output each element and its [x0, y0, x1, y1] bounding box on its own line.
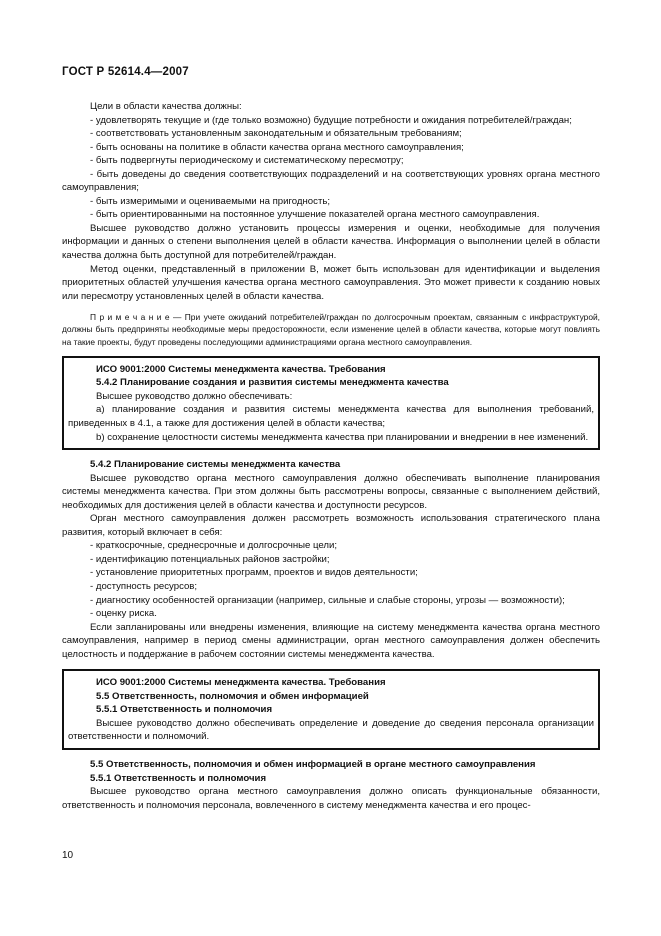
list-item: - краткосрочные, среднесрочные и долгосрочные цели;	[90, 540, 338, 552]
list-item: - быть основаны на политике в области качества органа местного самоуправления;	[90, 141, 464, 153]
section-heading: 5.4.2 Планирование системы менеджмента качества	[90, 459, 341, 471]
box-title: ИСО 9001:2000 Системы менеджмента качества. Требования	[96, 363, 386, 375]
list-item: - идентификацию потенциальных районов застройки;	[90, 553, 330, 565]
paragraph: Метод оценки, представленный в приложении В, может быть использован для идентификации и выделения приоритетных областей улучшения качества органа местного самоуправления. Это может привести к созданию новых или пересмотру установленных целей в области качества.	[62, 263, 600, 302]
list-item: - быть ориентированными на постоянное улучшение показателей органа местного самоуправления.	[90, 209, 540, 221]
list-item: - доступность ресурсов;	[90, 581, 198, 593]
paragraph: Высшее руководство должно установить процессы измерения и оценки, необходимые для получения информации и данных о степени выполнения целей в области качества. Информация о выполнении целей в области качества должна быть доступной для потребителей/граждан.	[62, 222, 600, 262]
paragraph: Высшее руководство органа местного самоуправления должно обеспечивать выполнение планирования системы менеджмента качества. При этом должны быть рассмотрены вопросы, связанные с выполнением действий, необходимых для достижения целей в области качества и доступности ресурсов.	[62, 472, 600, 511]
box-item: а) планирование создания и развития системы менеджмента качества для выполнения требований, приведенных в 4.1, а также для достижения целей в области качества;	[68, 404, 594, 429]
box-paragraph: Высшее руководство должно обеспечивать определение и доведение до сведения персонала организации ответственности и полномочий.	[68, 717, 594, 743]
box-item: b) сохранение целостности системы менеджмента качества при планировании и внедрении в нее изменений.	[96, 431, 589, 443]
list-item: - установление приоритетных программ, проектов и видов деятельности;	[90, 567, 418, 579]
note: П р и м е ч а н и е — При учете ожиданий потребителей/граждан по долгосрочным проектам, связанным с инфраструктурой, должны быть предприняты необходимые меры предосторожности, если изменение целей в области качества, которые могут повлиять на такие проекты, будут проведены последующими администрациями органа местного самоуправления.	[62, 312, 600, 347]
section-subheading: 5.5.1 Ответственность и полномочия	[90, 772, 267, 784]
list-item: - оценку риска.	[90, 608, 157, 620]
list-item: - соответствовать установленным законодательным и обязательным требованиям;	[90, 128, 462, 140]
iso-requirements-box	[62, 669, 600, 750]
box-intro: Высшее руководство должно обеспечивать:	[96, 390, 293, 402]
document-header: ГОСТ Р 52614.4—2007	[62, 66, 189, 78]
page-content	[62, 100, 600, 812]
list-item: - быть доведены до сведения соответствующих подразделений и на соответствующих уровнях органа местного самоуправления;	[62, 168, 600, 194]
section-heading: 5.5 Ответственность, полномочия и обмен информацией в органе местного самоуправления	[90, 759, 536, 771]
box-subtitle: 5.5.1 Ответственность и полномочия	[96, 704, 273, 716]
box-subtitle: 5.5 Ответственность, полномочия и обмен информацией	[96, 690, 369, 702]
paragraph: Если запланированы или внедрены изменения, влияющие на систему менеджмента качества органа местного самоуправления, например в период смены администрации, орган местного самоуправления должен обеспечить целостность и поддержание в рабочем состоянии системы менеджмента качества.	[62, 621, 600, 660]
iso-requirements-box	[62, 356, 600, 450]
objectives-intro: Цели в области качества должны:	[90, 101, 242, 112]
list-item: - диагностику особенностей организации (например, сильные и слабые стороны, угрозы — возможности);	[90, 594, 565, 606]
paragraph: Орган местного самоуправления должен рассмотреть возможность использования стратегического плана развития, который включает в себя:	[62, 513, 600, 538]
page-number: 10	[62, 850, 74, 861]
paragraph: Высшее руководство органа местного самоуправления должно описать функциональные обязанности, ответственность и полномочия персонала, вовлеченного в систему менеджмента качества и его процес-	[62, 786, 600, 811]
list-item: - удовлетворять текущие и (где только возможно) будущие потребности и ожидания потребителей/граждан;	[90, 114, 572, 126]
box-title: ИСО 9001:2000 Системы менеджмента качества. Требования	[96, 677, 386, 689]
box-subtitle: 5.4.2 Планирование создания и развития системы менеджмента качества	[96, 377, 449, 389]
list-item: - быть подвергнуты периодическому и систематическому пересмотру;	[90, 155, 404, 167]
list-item: - быть измеримыми и оцениваемыми на пригодность;	[90, 195, 331, 207]
